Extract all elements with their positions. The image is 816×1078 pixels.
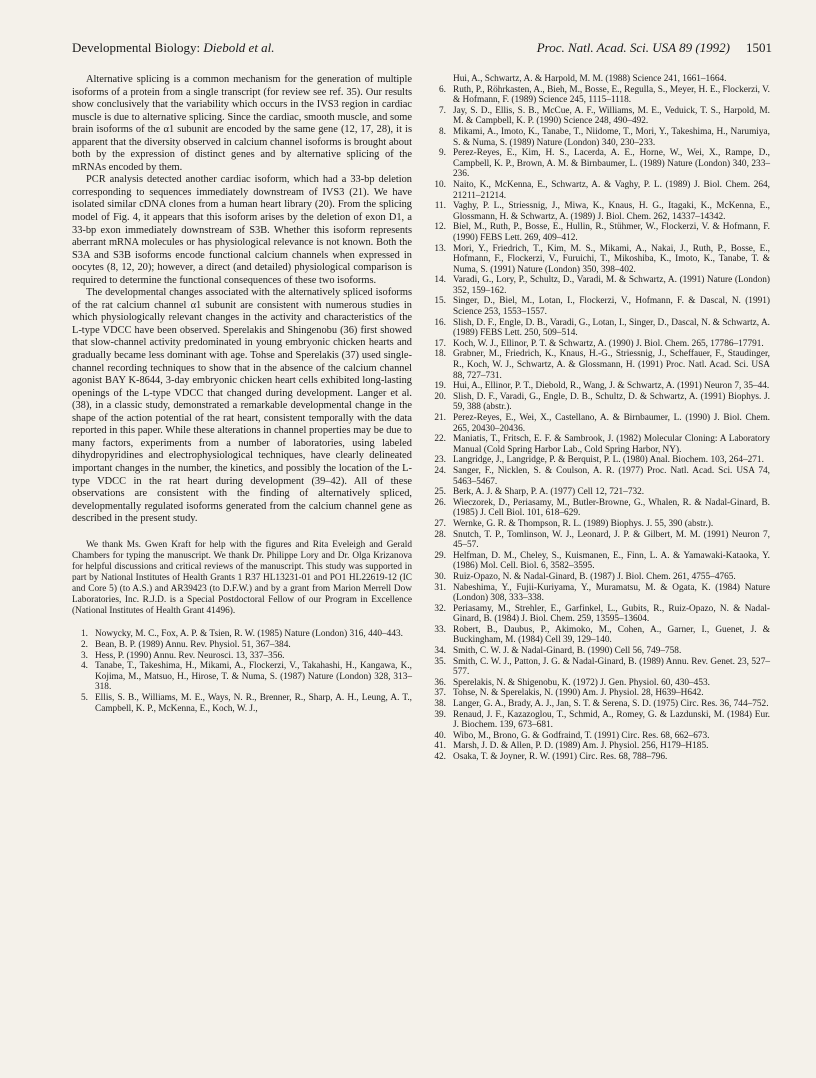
reference-text: Wieczorek, D., Periasamy, M., Butler-Browne, G., Whalen, R. & Nadal-Ginard, B. (1985) J. Cell Biol. 101, 618–629.	[453, 497, 770, 519]
reference-item	[430, 604, 770, 625]
reference-item	[430, 381, 770, 392]
reference-text: Mikami, A., Imoto, K., Tanabe, T., Niidome, T., Mori, Y., Takeshima, H., Narumiya, S. & Numa, S. (1989) Nature (London) 340, 230–233.	[453, 126, 770, 148]
reference-number: 42.	[434, 752, 446, 762]
reference-item	[430, 530, 770, 551]
reference-item	[430, 127, 770, 148]
reference-number: 19.	[434, 381, 446, 392]
reference-text: Wernke, G. R. & Thompson, R. L. (1989) Biophys. J. 55, 390 (abstr.).	[453, 518, 714, 529]
reference-number: 23.	[434, 455, 446, 466]
journal-info	[537, 40, 772, 56]
reference-item	[430, 752, 770, 763]
section-title: Developmental Biology:	[72, 40, 201, 55]
reference-text: Smith, C. W. J., Patton, J. G. & Nadal-Ginard, B. (1989) Annu. Rev. Genet. 23, 527–577.	[453, 656, 770, 678]
reference-item	[430, 657, 770, 678]
reference-text: Grabner, M., Friedrich, K., Knaus, H.-G., Striessnig, J., Scheffauer, F., Staudinger, R., Koch, W. J., Schwartz, A. & Glossmann, H. (1991) Proc. Natl. Acad. Sci. USA 88, 727–731.	[453, 349, 770, 381]
reference-number: 7.	[439, 105, 446, 116]
reference-item	[430, 222, 770, 243]
reference-item	[430, 201, 770, 222]
reference-item	[430, 339, 770, 350]
reference-text: Marsh, J. D. & Allen, P. D. (1989) Am. J. Physiol. 256, H179–H185.	[453, 741, 709, 752]
reference-number: 33.	[434, 624, 446, 635]
reference-number: 5.	[81, 692, 88, 703]
reference-text: Berk, A. J. & Sharp, P. A. (1977) Cell 12, 721–732.	[453, 487, 645, 498]
authors: Diebold et al.	[203, 40, 275, 55]
reference-text: Koch, W. J., Ellinor, P. T. & Schwartz, A. (1990) J. Biol. Chem. 265, 17786–17791.	[453, 338, 764, 349]
reference-text: Bean, B. P. (1989) Annu. Rev. Physiol. 51, 367–384.	[95, 639, 291, 650]
reference-text: Smith, C. W. J. & Nadal-Ginard, B. (1990) Cell 56, 749–758.	[453, 646, 682, 657]
reference-item	[430, 296, 770, 317]
reference-number: 28.	[434, 529, 446, 540]
reference-text: Nowycky, M. C., Fox, A. P. & Tsien, R. W. (1985) Nature (London) 316, 440–443.	[95, 629, 403, 640]
reference-item	[430, 583, 770, 604]
reference-number: 14.	[434, 275, 446, 286]
reference-item	[430, 678, 770, 689]
body-paragraph: The developmental changes associated with the alternatively spliced isoforms of the rat calcium channel α1 subunit are consistent with numerous studies in which physiologically relevant changes in the activity and characteristics of the L-type VDCC have been observed. Sperelakis and Shingenobu (36) first showed that slow-channel activity predominated in young embryonic chicken hearts and gradually became less dominant with age. Tohse and Sperelakis (37) used single-channel recording techniques to show that in the absence of the calcium channel agonist BAY K-8644, 3-day embryonic chicken heart cells exhibited long-lasting openings of the L-type VDCC that changed during development. Langer et al. (38), in a classic study, demonstrated a remarkable developmental change in the shape of the action potential of the rat heart, consistent temporally with the data reported in this paper. While these alterations in channel properties may be due to many factors, experiments from a number of laboratories, using labeled dihydropyridines and electrophysiological techniques, have clearly delineated important changes in the number, the kinetics, and possibly the location of the L-type VDCC in the rat heart during development (39–42). All of these observations are consistent with the finding of alternatively spliced, developmentally regulated isoforms generated from the calcium channel gene as described in the present study.	[72, 287, 412, 525]
reference-item	[430, 625, 770, 646]
reference-text: Perez-Reyes, E., Wei, X., Castellano, A. & Birnbaumer, L. (1990) J. Biol. Chem. 265, 20430–20436.	[453, 413, 770, 434]
reference-number: 10.	[434, 179, 446, 190]
page-number: 1501	[746, 40, 772, 55]
reference-text: Biel, M., Ruth, P., Bosse, E., Hullin, R., Stühmer, W., Flockerzi, V. & Hofmann, F. (1990) FEBS Lett. 269, 409–412.	[453, 222, 770, 243]
reference-number: 29.	[434, 550, 446, 561]
reference-number: 3.	[81, 650, 88, 661]
reference-number: 12.	[434, 222, 446, 233]
reference-number: 26.	[434, 497, 446, 508]
reference-text: Tanabe, T., Takeshima, H., Mikami, A., Flockerzi, V., Takahashi, H., Kangawa, K., Kojima, M., Matsuo, H., Hirose, T. & Numa, S. (1987) Nature (London) 328, 313–318.	[95, 661, 412, 693]
reference-number: 1.	[81, 629, 88, 640]
reference-text: Tohse, N. & Sperelakis, N. (1990) Am. J. Physiol. 28, H639–H642.	[453, 688, 704, 699]
reference-number: 6.	[439, 84, 446, 95]
body-paragraph: Alternative splicing is a common mechanism for the generation of multiple isoforms of a protein from a single transcript (for review see ref. 35). Our results show conclusively that the variability which occurs in the IVS3 region in cardiac muscle is due to alternative splicing. Since the cardiac, smooth muscle, and some brain isoforms of the α1 subunit are encoded by the same gene (12, 17, 28), it is apparent that the diversity observed in calcium channel isoforms is brought about both by the expression of distinct genes and by alternative splicing of the mRNAs encoded by them.	[72, 74, 412, 173]
reference-number: 2.	[81, 639, 88, 650]
reference-item	[430, 487, 770, 498]
reference-item	[430, 551, 770, 572]
reference-item	[430, 180, 770, 201]
reference-item	[430, 434, 770, 455]
reference-number: 24.	[434, 465, 446, 476]
reference-text: Naito, K., McKenna, E., Schwartz, A. & Vaghy, P. L. (1989) J. Biol. Chem. 264, 21211–21214.	[453, 179, 770, 201]
reference-item	[72, 629, 412, 640]
reference-text: Varadi, G., Lory, P., Schultz, D., Varadi, M. & Schwartz, A. (1991) Nature (London) 352, 159–162.	[453, 275, 770, 296]
reference-number: 41.	[434, 741, 446, 752]
reference-number: 22.	[434, 434, 446, 445]
reference-text: Maniatis, T., Fritsch, E. F. & Sambrook, J. (1982) Molecular Cloning: A Laboratory Manual (Cold Spring Harbor Lab., Cold Spring Harbor, NY).	[453, 434, 770, 455]
reference-text: Sperelakis, N. & Shigenobu, K. (1972) J. Gen. Physiol. 60, 430–453.	[453, 677, 710, 688]
reference-number: 8.	[439, 126, 446, 137]
reference-number: 34.	[434, 646, 446, 657]
reference-number: 17.	[434, 338, 446, 349]
journal-citation: Proc. Natl. Acad. Sci. USA 89 (1992)	[536, 40, 730, 55]
reference-text: Slish, D. F., Engle, D. B., Varadi, G., Lotan, I., Singer, D., Dascal, N. & Schwartz, A. (1989) FEBS Lett. 250, 509–514.	[453, 317, 770, 339]
reference-number: 27.	[434, 518, 446, 529]
reference-text: Snutch, T. P., Tomlinson, W. J., Leonard, J. P. & Gilbert, M. M. (1991) Neuron 7, 45–57.	[453, 529, 770, 551]
reference-item	[430, 275, 770, 296]
reference-text: Wibo, M., Brono, G. & Godfraind, T. (1991) Circ. Res. 68, 662–673.	[453, 730, 710, 741]
reference-number: 31.	[434, 582, 446, 593]
acknowledgment: We thank Ms. Gwen Kraft for help with the figures and Rita Eveleigh and Gerald Chambers for typing the manuscript. We thank Dr. Philippe Lory and Dr. Olga Krizanova for helpful discussions and critical reviews of the manuscript. This study was supported in part by National Institutes of Health Grants 1 R37 HL13231-01 and PO1 HL22619-12 (IC and Core 5) (to A.S.) and AR39423 (to D.F.W.) and by a grant from Marion Merrell Dow Laboratories, Inc. R.J.D. is a Special Postdoctoral Fellow of our Program in Excellence (National Institutes of Health Grant 41496).	[72, 539, 412, 617]
reference-item	[430, 455, 770, 466]
reference-item	[430, 572, 770, 583]
reference-item	[430, 106, 770, 127]
reference-item	[72, 640, 412, 651]
reference-text: Helfman, D. M., Cheley, S., Kuismanen, E., Finn, L. A. & Yamawaki-Kataoka, Y. (1986) Mol. Cell. Biol. 6, 3582–3595.	[453, 550, 770, 572]
reference-number: 11.	[434, 201, 446, 212]
reference-number: 36.	[434, 677, 446, 688]
reference-item	[430, 413, 770, 434]
reference-text: Ruth, P., Röhrkasten, A., Bieh, M., Bosse, E., Regulla, S., Meyer, H. E., Flockerzi, V. & Hofmann, F. (1989) Science 245, 1115–1118.	[453, 84, 770, 106]
reference-number: 21.	[434, 413, 446, 423]
reference-text: Slish, D. F., Varadi, G., Engle, D. B., Schultz, D. & Schwartz, A. (1991) Biophys. J. 59, 388 (abstr.).	[453, 391, 770, 413]
reference-item	[430, 318, 770, 339]
reference-item	[430, 498, 770, 519]
reference-text: Sanger, F., Nicklen, S. & Coulson, A. R. (1977) Proc. Natl. Acad. Sci. USA 74, 5463–5467.	[453, 465, 770, 487]
reference-text: Periasamy, M., Strehler, E., Garfinkel, L., Gubits, R., Ruiz-Opazo, N. & Nadal-Ginard, B. (1984) J. Biol. Chem. 259, 13595–13604.	[453, 603, 770, 625]
reference-item	[430, 244, 770, 276]
reference-text: Ruiz-Opazo, N. & Nadal-Ginard, B. (1987) J. Biol. Chem. 261, 4755–4765.	[453, 571, 736, 582]
reference-number: 35.	[434, 656, 446, 667]
reference-text: Nabeshima, Y., Fujii-Kuriyama, Y., Muramatsu, M. & Ogata, K. (1984) Nature (London) 308, 333–338.	[453, 582, 770, 604]
reference-item	[72, 661, 412, 693]
reference-text: Mori, Y., Friedrich, T., Kim, M. S., Mikami, A., Nakai, J., Ruth, P., Bosse, E., Hofmann, F., Flockerzi, V., Furuichi, T., Mikoshiba, K., Imoto, K., Tanabe, T. & Numa, S. (1991) Nature (London) 350, 398–402.	[453, 243, 770, 275]
reference-item	[430, 741, 770, 752]
page-header	[72, 40, 772, 60]
reference-number: 18.	[434, 349, 446, 360]
reference-number: 16.	[434, 317, 446, 328]
reference-item	[430, 731, 770, 742]
running-head	[72, 40, 275, 56]
reference-list-right	[430, 74, 770, 763]
reference-number: 15.	[434, 296, 446, 307]
reference-list-left	[72, 629, 412, 714]
reference-item	[430, 392, 770, 413]
reference-number: 25.	[434, 487, 446, 498]
left-column	[72, 74, 412, 714]
reference-number: 38.	[434, 699, 446, 710]
reference-item	[72, 693, 412, 714]
body-paragraph: PCR analysis detected another cardiac isoform, which had a 33-bp deletion corresponding to sequences immediately downstream of IVS3 (21). We have isolated similar cDNA clones from a human heart library (20). From the splicing model of Fig. 4, it appears that this isoform arises by the deletion of exon D1, a 33-bp exon immediately downstream of S3B. Whether this isoform represents aberrant mRNA molecules or has physiological relevance is not known. Both the S3A and S3B isoforms encode functional calcium channels when expressed in oocytes (8, 12, 20); however, a direct (and detailed) physiological comparison is required to determine the functional consequences of these two isoforms.	[72, 174, 412, 286]
reference-item	[430, 699, 770, 710]
reference-text: Langer, G. A., Brady, A. J., Jan, S. T. & Serena, S. D. (1975) Circ. Res. 36, 744–752.	[453, 699, 769, 710]
right-column	[430, 74, 770, 763]
reference-number: 37.	[434, 688, 446, 699]
reference-number: 20.	[434, 391, 446, 402]
reference-text: Langridge, J., Langridge, P. & Berquist, P. L. (1980) Anal. Biochem. 103, 264–271.	[453, 455, 764, 466]
reference-item	[430, 85, 770, 106]
reference-text: Renaud, J. F., Kazazoglou, T., Schmid, A., Romey, G. & Lazdunski, M. (1984) Eur. J. Biochem. 139, 673–681.	[453, 709, 770, 731]
reference-continuation: Hui, A., Schwartz, A. & Harpold, M. M. (1988) Science 241, 1661–1664.	[453, 74, 727, 84]
reference-number: 4.	[81, 661, 88, 672]
reference-item	[430, 349, 770, 381]
reference-item	[430, 646, 770, 657]
reference-number: 32.	[434, 603, 446, 614]
reference-text: Hess, P. (1990) Annu. Rev. Neurosci. 13, 337–356.	[95, 650, 285, 661]
reference-item	[430, 466, 770, 487]
reference-number: 40.	[434, 730, 446, 741]
reference-text: Hui, A., Ellinor, P. T., Diebold, R., Wang, J. & Schwartz, A. (1991) Neuron 7, 35–44.	[453, 381, 770, 392]
reference-number: 13.	[434, 243, 446, 254]
reference-number: 30.	[434, 571, 446, 582]
reference-number: 9.	[439, 148, 446, 159]
reference-number: 39.	[434, 709, 446, 720]
reference-text: Ellis, S. B., Williams, M. E., Ways, N. R., Brenner, R., Sharp, A. H., Leung, A. T., Campbell, K. P., McKenna, E., Koch, W. J.,	[95, 692, 412, 714]
reference-text: Perez-Reyes, E., Kim, H. S., Lacerda, A. E., Horne, W., Wei, X., Rampe, D., Campbell, K. P., Brown, A. M. & Birnbaumer, L. (1989) Nature (London) 340, 233–236.	[453, 148, 770, 180]
reference-item	[430, 710, 770, 731]
reference-text: Robert, B., Daubus, P., Akimoko, M., Cohen, A., Garner, I., Guenet, J. & Buckingham, M. (1984) Cell 39, 129–140.	[453, 624, 770, 646]
reference-text: Jay, S. D., Ellis, S. B., McCue, A. F., Williams, M. E., Veduick, T. S., Harpold, M. M. & Campbell, K. P. (1990) Science 248, 490–492.	[453, 105, 770, 127]
reference-item	[430, 519, 770, 530]
reference-item	[430, 148, 770, 180]
reference-text: Vaghy, P. L., Striessnig, J., Miwa, K., Knaus, H. G., Itagaki, K., McKenna, E., Glossmann, H. & Schwartz, A. (1989) J. Biol. Chem. 262, 14337–14342.	[453, 201, 770, 222]
reference-item	[430, 688, 770, 699]
reference-text: Singer, D., Biel, M., Lotan, I., Flockerzi, V., Hofmann, F. & Dascal, N. (1991) Science 253, 1553–1557.	[453, 296, 770, 318]
reference-item	[72, 651, 412, 662]
reference-text: Osaka, T. & Joyner, R. W. (1991) Circ. Res. 68, 788–796.	[453, 752, 668, 762]
